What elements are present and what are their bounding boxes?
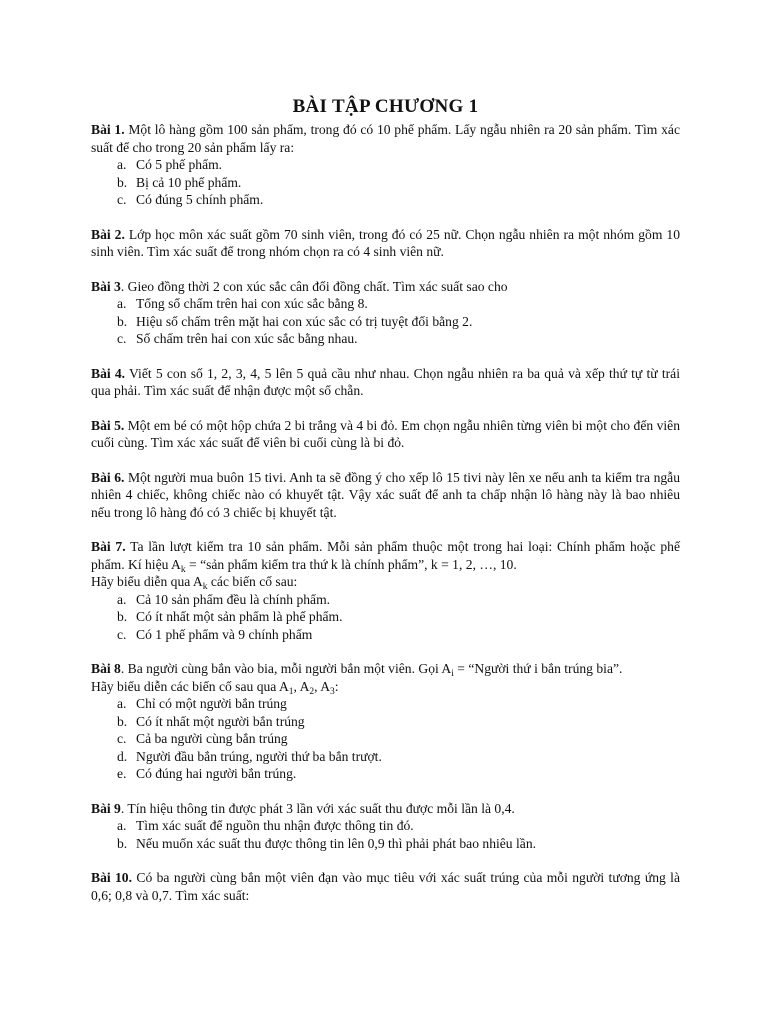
sub-item-marker: b. [117, 835, 128, 851]
exercise-body: Viết 5 con số 1, 2, 3, 4, 5 lên 5 quả cầu như nhau. Chọn ngẫu nhiên ra ba quả và xếp thứ tự từ trái qua phải. Tìm xác suất để nhận được một số chẵn. [91, 365, 680, 398]
exercise-10 [91, 869, 680, 904]
subscript: 3 [330, 686, 335, 697]
subscript: 1 [288, 686, 294, 697]
exercise-body: . Gieo đồng thời 2 con xúc sắc cân đối đồng chất. Tìm xác suất sao cho [120, 278, 508, 294]
sub-item [117, 835, 680, 853]
exercise-text [91, 226, 680, 261]
sub-item-marker: c. [117, 731, 127, 746]
sub-item-list [91, 817, 680, 852]
page-title: BÀI TẬP CHƯƠNG 1 [292, 96, 479, 117]
sub-item [117, 748, 680, 766]
subscript: k [180, 564, 186, 575]
sub-item [117, 817, 680, 835]
exercise-label: Bài 6. [91, 469, 125, 485]
sub-item-marker: a. [117, 157, 127, 172]
exercise-body: . Ba người cùng bắn vào bia, mỗi người bắn một viên. Gọi A [120, 661, 452, 676]
exercise-text [91, 417, 680, 452]
sub-item-marker: b. [117, 609, 128, 624]
exercise-label: Bài 2. [91, 226, 125, 242]
exercise-label: Bài 3 [91, 278, 121, 294]
sub-item-text: Số chấm trên hai con xúc sắc bằng nhau. [136, 331, 358, 346]
exercise-label: Bài 8 [91, 661, 121, 676]
exercise-text [91, 869, 680, 904]
exercise-text: Bài 8. Ba người cùng bắn vào bia, mỗi người bắn một viên. Gọi $A_i$ = “Người thứ i bắn trúng bia”. Hãy biểu diễn các biến cố sau qua $A_1$, $A_2$, $A_3$: [91, 661, 623, 697]
exercise-text [91, 469, 680, 522]
exercise-6 [91, 469, 680, 522]
sub-item-marker: b. [117, 174, 128, 190]
sub-item [117, 174, 680, 192]
sub-item [117, 156, 680, 174]
exercise-body: Lớp học môn xác suất gồm 70 sinh viên, trong đó có 25 nữ. Chọn ngẫu nhiên ra một nhóm gồm 10 sinh viên. Tìm xác suất để trong nhóm chọn ra có 4 sinh viên nữ. [91, 226, 680, 259]
subscript: i [451, 669, 454, 679]
exercise-body-cont: = “sản phẩm kiểm tra thứ k là chính phẩm”, k = 1, 2, …, 10. [185, 556, 517, 572]
sub-item-marker: b. [117, 713, 128, 729]
exercise-body: Có ba người cùng bắn một viên đạn vào mục tiêu với xác suất trúng của mỗi người tương ứng là 0,6; 0,8 và 0,7. Tìm xác suất: [91, 870, 680, 903]
exercise-text [91, 365, 680, 400]
exercise-body: Ta lần lượt kiểm tra 10 sản phẩm. Mỗi sản phẩm thuộc một trong hai loại: Chính phẩm hoặc phế phẩm. Kí hiệu A [91, 539, 681, 572]
exercise-body-cont: = “Người thứ i bắn trúng bia”. [453, 661, 623, 676]
exercise-label: Bài 7. [91, 539, 126, 554]
sub-item [117, 626, 680, 644]
sub-item [117, 730, 680, 748]
exercise-1 [91, 121, 680, 209]
exercise-body: Một người mua buôn 15 tivi. Anh ta sẽ đồng ý cho xếp lô 15 tivi này lên xe nếu anh ta kiểm tra ngẫu nhiên 4 chiếc, không chiếc nào có khuyết tật. Vậy xác suất để anh ta chấp nhận lô hàng này là bao nhiêu nếu trong lô hàng đó có 3 chiếc bị khuyết tật. [91, 469, 680, 520]
sub-item-text: Cả 10 sản phẩm đều là chính phẩm. [136, 591, 331, 607]
sub-item [117, 295, 680, 313]
sub-item-marker: e. [117, 766, 127, 781]
sub-item-marker: a. [117, 296, 127, 311]
sub-item-marker: c. [117, 192, 127, 207]
exercise-body: . Tín hiệu thông tin được phát 3 lần với xác suất thu được mỗi lần là 0,4. [120, 800, 515, 816]
sub-item [117, 608, 680, 626]
exercise-text [91, 278, 680, 296]
exercise-9 [91, 800, 680, 853]
sub-item-text: Có đúng hai người bắn trúng. [136, 766, 297, 781]
sub-item-text: Có ít nhất một sản phẩm là phế phẩm. [136, 609, 343, 624]
sub-item-text: Bị cả 10 phế phẩm. [136, 174, 242, 190]
sub-item-text: Có 5 phế phẩm. [136, 157, 223, 172]
sub-item-text: Hiệu số chấm trên mặt hai con xúc sắc có trị tuyệt đối bằng 2. [136, 313, 473, 329]
sub-item [117, 695, 680, 713]
sub-item-text: Tìm xác suất để nguồn thu nhận được thông tin đó. [136, 818, 414, 833]
exercise-label: Bài 10. [91, 870, 133, 885]
exercise-5 [91, 417, 680, 452]
exercise-3 [91, 278, 680, 348]
exercise-body: Một lô hàng gồm 100 sản phẩm, trong đó có 10 phế phẩm. Lấy ngẫu nhiên ra 20 sản phẩm. Tìm xác suất để cho trong 20 sản phẩm lấy ra: [91, 122, 681, 155]
sub-item-marker: a. [117, 696, 127, 711]
sub-item-marker: a. [117, 591, 127, 607]
exercise-label: Bài 5. [91, 417, 125, 433]
sub-item-text: Có 1 phế phẩm và 9 chính phẩm [136, 626, 313, 642]
sub-item-list [91, 591, 680, 644]
sub-item [117, 191, 680, 209]
exercise-body: Một em bé có một hộp chứa 2 bi trắng và 4 bi đỏ. Em chọn ngẫu nhiên từng viên bi một cho đến viên cuối cùng. Tìm xác xác suất để viên bi cuối cùng là bi đỏ. [91, 417, 680, 450]
exercise-label: Bài 1. [91, 122, 125, 137]
exercise-instruction: Hãy biểu diễn qua A [91, 574, 203, 589]
sub-item-marker: c. [117, 331, 127, 346]
sub-item-text: Nếu muốn xác suất thu được thông tin lên 0,9 thì phải phát bao nhiêu lần. [136, 835, 537, 851]
sub-item-text: Cả ba người cùng bắn trúng [136, 731, 288, 746]
sub-item-list [91, 156, 680, 209]
sub-item-marker: a. [117, 818, 127, 833]
sub-item-text: Người đầu bắn trúng, người thứ ba bắn trượt. [136, 748, 382, 764]
exercise-text [91, 121, 680, 156]
sub-item-list [91, 695, 680, 783]
sub-item-text: Tổng số chấm trên hai con xúc sắc bằng 8. [136, 296, 368, 311]
sub-item-marker: c. [117, 626, 127, 642]
sub-item-text: Có ít nhất một người bắn trúng [136, 713, 305, 729]
exercise-4 [91, 365, 680, 400]
exercise-instruction: Hãy biểu diễn các biến cố sau qua A [91, 678, 289, 694]
sub-item-list [91, 295, 680, 348]
exercise-2 [91, 226, 680, 261]
sub-item [117, 591, 680, 609]
exercise-instruction-cont: : [334, 678, 339, 694]
sub-item [117, 313, 680, 331]
exercise-label: Bài 9 [91, 800, 121, 816]
subscript: 2 [309, 686, 315, 697]
sub-item [117, 713, 680, 731]
sub-item-text: Chỉ có một người bắn trúng [136, 696, 287, 711]
sub-item-marker: d. [117, 748, 128, 764]
exercise-text [91, 800, 680, 818]
sub-item [117, 330, 680, 348]
sub-item-text: Có đúng 5 chính phẩm. [136, 192, 264, 207]
subscript: k [202, 582, 208, 592]
sub-item-marker: b. [117, 313, 128, 329]
sub-item [117, 765, 680, 783]
exercise-text [91, 538, 680, 591]
exercise-label: Bài 4. [91, 365, 126, 381]
exercise-7 [91, 538, 680, 643]
exercise-8 [91, 660, 680, 783]
exercise-instruction-cont: các biến cố sau: [207, 574, 298, 589]
